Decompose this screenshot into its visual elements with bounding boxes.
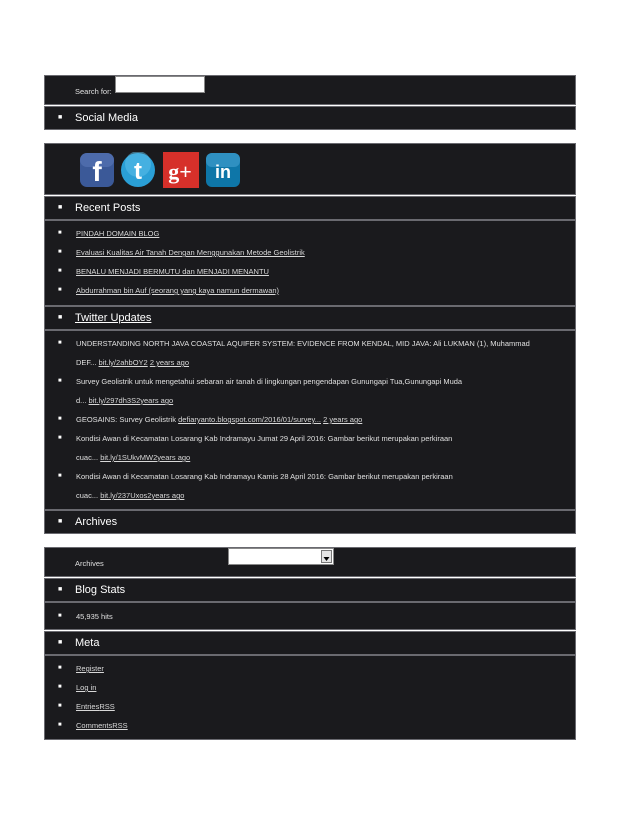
recent-posts-list: [44, 220, 576, 306]
bullet-icon: ■: [58, 665, 62, 671]
meta-header: [44, 631, 576, 655]
search-label: Search for:: [75, 87, 112, 96]
bullet-icon: ■: [58, 249, 62, 255]
tweet-text: GEOSAINS: Survey Geolistrik: [76, 415, 177, 424]
bullet-icon: ■: [58, 287, 62, 293]
twitter-updates-list: [44, 330, 576, 510]
recent-posts-title: Recent Posts: [75, 202, 141, 214]
twitter-updates-title[interactable]: Twitter Updates: [75, 312, 152, 324]
archives-title: Archives: [75, 516, 118, 528]
blog-stats-widget: [44, 602, 576, 630]
recent-post-link[interactable]: PINDAH DOMAIN BLOG: [76, 229, 160, 238]
facebook-icon[interactable]: [79, 152, 115, 188]
comments-rss-suffix[interactable]: RSS: [112, 721, 128, 730]
tweet-time[interactable]: 2 years ago: [323, 415, 363, 424]
svg-text:g+: g+: [168, 159, 192, 184]
archives-widget: [44, 547, 576, 577]
tweet-text: DEF...: [76, 358, 97, 367]
twitter-icon[interactable]: [120, 152, 156, 188]
bullet-icon: ■: [58, 204, 63, 211]
recent-posts-header: [44, 196, 576, 220]
tweet-text: Kondisi Awan di Kecamatan Losarang Kab Indramayu Kamis 28 April 2016: Gambar berikut merupakan perkiraan: [76, 472, 453, 481]
bullet-icon: ■: [58, 340, 62, 346]
social-icons-widget: [44, 143, 576, 195]
recent-post-link[interactable]: Abdurrahman bin Auf (seorang yang kaya namun dermawan): [76, 286, 280, 295]
meta-list: [44, 655, 576, 740]
login-link[interactable]: Log in: [76, 683, 97, 692]
twitter-updates-header: [44, 306, 576, 330]
tweet-link[interactable]: bit.ly/1SUkvMW2: [100, 453, 158, 462]
bullet-icon: ■: [58, 518, 63, 525]
blog-stats-title: Blog Stats: [75, 584, 126, 596]
bullet-icon: ■: [58, 684, 62, 690]
meta-title: Meta: [75, 637, 100, 649]
register-link[interactable]: Register: [76, 664, 104, 673]
tweet-text: Kondisi Awan di Kecamatan Losarang Kab Indramayu Jumat 29 April 2016: Gambar berikut merupakan perkiraan: [76, 434, 453, 443]
tweet-meta: [76, 358, 189, 367]
bullet-icon: ■: [58, 703, 62, 709]
bullet-icon: ■: [58, 114, 63, 121]
linkedin-icon[interactable]: [205, 152, 241, 188]
comments-rss-link[interactable]: Comments: [76, 721, 113, 730]
svg-text:in: in: [215, 162, 231, 182]
bullet-icon: ■: [58, 378, 62, 384]
tweet-link[interactable]: bit.ly/297dh3S2: [88, 396, 141, 405]
tweet-meta: [76, 453, 190, 462]
bullet-icon: ■: [58, 416, 62, 422]
hits-count: 45,935 hits: [76, 612, 113, 621]
bullet-icon: ■: [58, 722, 62, 728]
archives-select[interactable]: [228, 548, 334, 565]
social-media-header: [44, 106, 576, 130]
tweet-link[interactable]: defiaryanto.blogspot.com/2016/01/survey...: [178, 415, 321, 424]
bullet-icon: ■: [58, 613, 62, 619]
svg-text:t: t: [134, 158, 142, 185]
bullet-icon: ■: [58, 268, 62, 274]
bullet-icon: ■: [58, 639, 63, 646]
tweet-time[interactable]: years ago: [157, 453, 191, 462]
tweet-text: cuac...: [76, 453, 99, 462]
google-plus-icon[interactable]: [163, 152, 199, 188]
tweet-text: cuac...: [76, 491, 99, 500]
bullet-icon: ■: [58, 314, 63, 321]
tweet-link[interactable]: bit.ly/237Uxos2: [100, 491, 152, 500]
social-media-title: Social Media: [75, 112, 138, 124]
tweet-time[interactable]: years ago: [140, 396, 174, 405]
tweet-text: Survey Geolistrik untuk mengetahui sebaran air tanah di lingkungan pengendapan Gunungapi Tua,Gunungapi Muda: [76, 377, 463, 386]
tweet-link[interactable]: bit.ly/2ahbOY2: [98, 358, 148, 367]
bullet-icon: ■: [58, 435, 62, 441]
search-widget: [44, 75, 576, 105]
recent-post-link[interactable]: Evaluasi Kualitas Air Tanah Dengan Menggunakan Metode Geolistrik: [76, 248, 305, 257]
bullet-icon: ■: [58, 473, 62, 479]
tweet-time[interactable]: 2 years ago: [149, 358, 190, 367]
tweet-meta: [76, 491, 184, 500]
bullet-icon: ■: [58, 230, 62, 236]
search-input[interactable]: [115, 76, 205, 93]
tweet-text: d...: [76, 396, 87, 405]
archives-label: Archives: [75, 559, 104, 568]
archives-header: [44, 510, 576, 534]
chevron-down-icon[interactable]: [321, 550, 332, 563]
tweet-text: UNDERSTANDING NORTH JAVA COASTAL AQUIFER SYSTEM: EVIDENCE FROM KENDAL, MID JAVA: Ali LUKMAN (1), Muhammad: [76, 339, 530, 348]
recent-post-link[interactable]: BENALU MENJADI BERMUTU dan MENJADI MENANTU: [76, 267, 269, 276]
tweet-time[interactable]: years ago: [151, 491, 185, 500]
entries-rss-suffix[interactable]: RSS: [99, 702, 115, 711]
tweet-meta: [76, 396, 173, 405]
svg-text:f: f: [92, 156, 102, 187]
bullet-icon: ■: [58, 586, 63, 593]
blog-stats-header: [44, 578, 576, 602]
entries-rss-link[interactable]: Entries: [76, 702, 100, 711]
